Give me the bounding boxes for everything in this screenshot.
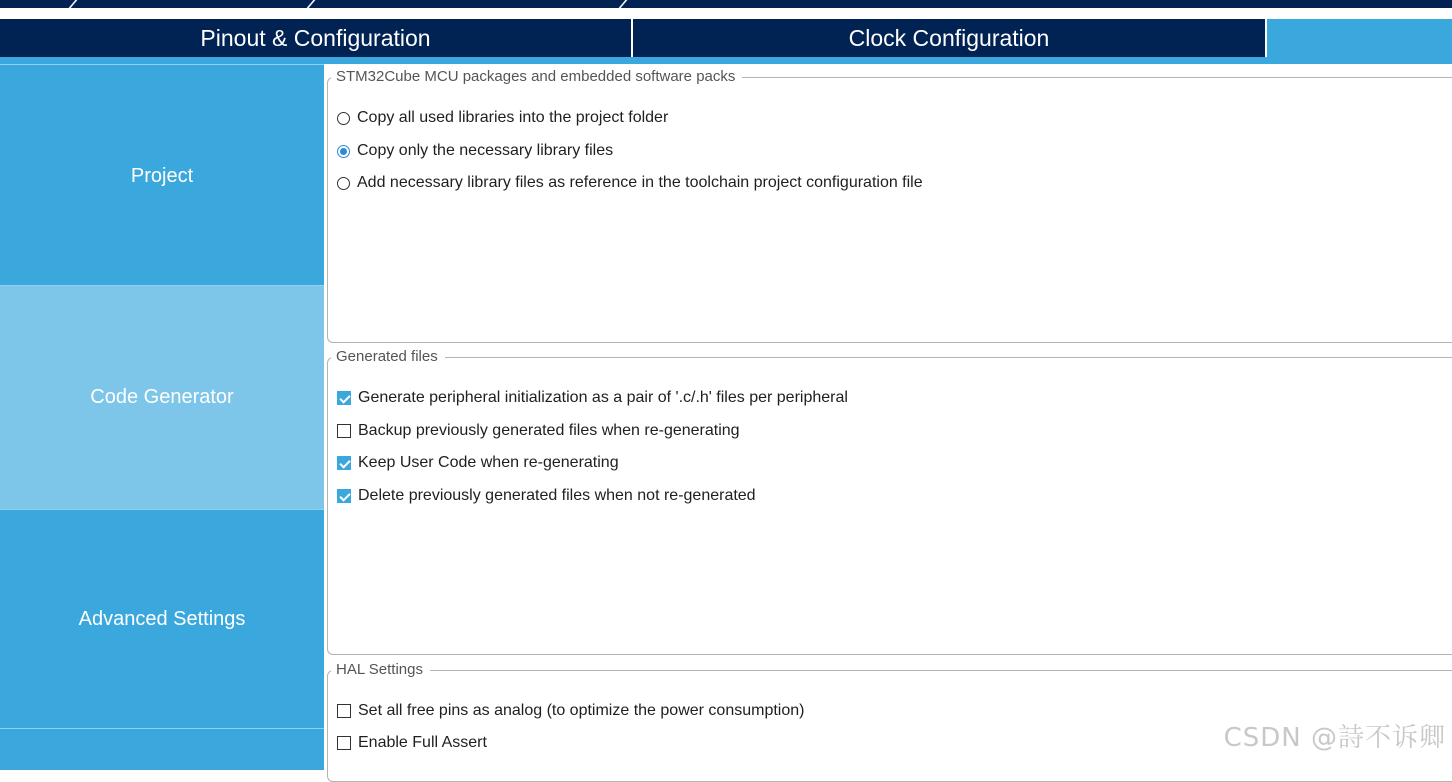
radio-unselected-icon[interactable] [337,112,350,125]
checkbox-label: Delete previously generated files when not re-generated [358,487,756,504]
generated-files-group [327,349,1452,655]
checkbox-label: Generate peripheral initialization as a pair of '.c/.h' files per peripheral [358,389,848,406]
checkbox-generate-peripheral-pair[interactable] [337,388,848,408]
breadcrumb-separator [619,0,628,8]
sidebar-item-code-generator[interactable]: Code Generator [0,286,324,509]
radio-option-copy-all[interactable] [337,108,668,128]
packs-group-title: STM32Cube MCU packages and embedded software packs [336,68,736,85]
radio-option-label: Copy only the necessary library files [357,142,614,159]
top-breadcrumb-strip [0,0,1452,8]
checkbox-label: Enable Full Assert [358,734,487,751]
breadcrumb-separator [307,0,316,8]
watermark: CSDN @詩不诉卿 [1223,723,1446,753]
checkbox-keep-user-code[interactable] [337,453,619,473]
radio-unselected-icon[interactable] [337,177,350,190]
tab-underline-bar [0,57,1452,64]
sidebar-item-project[interactable]: Project [0,67,324,285]
sidebar-divider [0,509,324,510]
sidebar-item-more[interactable] [0,730,324,770]
radio-selected-icon[interactable] [337,145,350,158]
checkbox-unchecked-icon[interactable] [337,736,351,750]
tab-project-manager[interactable] [1267,19,1452,57]
hal-settings-group-title: HAL Settings [336,661,423,678]
radio-option-label: Copy all used libraries into the project folder [357,109,669,126]
packs-group [327,69,1452,343]
sidebar-divider [0,728,324,729]
checkbox-free-pins-analog[interactable] [337,701,804,721]
tab-clock-configuration[interactable]: Clock Configuration [633,19,1265,57]
sidebar-divider [0,64,324,65]
breadcrumb-separator [69,0,78,8]
sidebar-item-advanced-settings[interactable]: Advanced Settings [0,511,324,728]
generated-files-group-title: Generated files [336,348,438,365]
checkbox-delete-generated-files[interactable] [337,486,756,506]
tab-bar [0,19,1452,57]
checkbox-label: Backup previously generated files when re-generating [358,422,740,439]
checkbox-backup-files[interactable] [337,421,740,441]
checkbox-unchecked-icon[interactable] [337,424,351,438]
radio-option-add-reference[interactable] [337,173,923,193]
radio-option-copy-necessary[interactable] [337,141,613,161]
checkbox-label: Keep User Code when re-generating [358,454,619,471]
checkbox-unchecked-icon[interactable] [337,704,351,718]
sidebar [0,64,324,764]
checkbox-label: Set all free pins as analog (to optimize the power consumption) [358,702,805,719]
tab-pinout-configuration[interactable]: Pinout & Configuration [0,19,631,57]
checkbox-checked-icon[interactable] [337,489,351,503]
code-generator-panel [324,64,1452,764]
radio-option-label: Add necessary library files as reference in the toolchain project configuration file [357,174,923,191]
checkbox-checked-icon[interactable] [337,456,351,470]
checkbox-checked-icon[interactable] [337,391,351,405]
checkbox-enable-full-assert[interactable] [337,733,487,753]
